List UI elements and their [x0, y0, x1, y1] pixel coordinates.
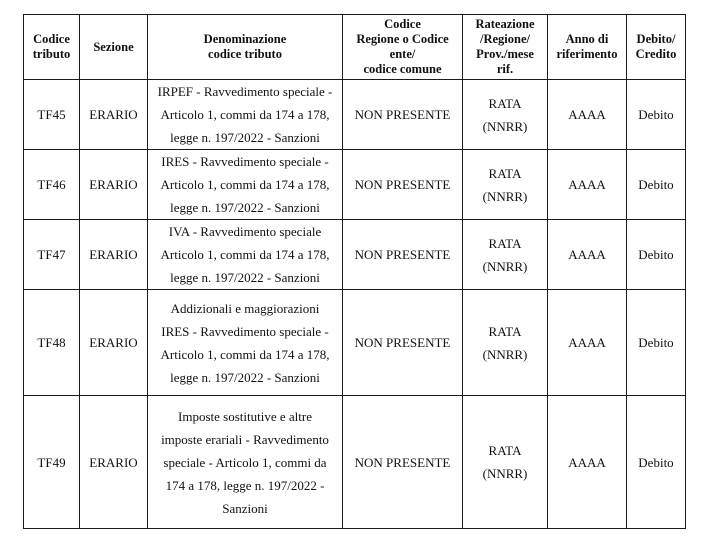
table-row	[24, 80, 686, 150]
cell-codice-regione: NON PRESENTE	[343, 80, 463, 150]
cell-debito-credito: Debito	[627, 290, 686, 396]
cell-codice: TF49	[24, 396, 80, 529]
cell-rateazione: RATA (NNRR)	[463, 80, 548, 150]
header-debito-credito: Debito/ Credito	[627, 15, 686, 80]
cell-codice: TF46	[24, 150, 80, 220]
cell-debito-credito: Debito	[627, 150, 686, 220]
tax-codes-table	[23, 14, 686, 529]
cell-rateazione: RATA (NNRR)	[463, 396, 548, 529]
cell-anno: AAAA	[548, 220, 627, 290]
cell-denominazione: IVA - Ravvedimento speciale Articolo 1, commi da 174 a 178, legge n. 197/2022 - Sanzioni	[148, 220, 343, 290]
cell-denominazione: Addizionali e maggiorazioni IRES - Ravvedimento speciale - Articolo 1, commi da 174 a 178, legge n. 197/2022 - Sanzioni	[148, 290, 343, 396]
cell-codice: TF45	[24, 80, 80, 150]
cell-denominazione: Imposte sostitutive e altre imposte erariali - Ravvedimento speciale - Articolo 1, commi da 174 a 178, legge n. 197/2022 - Sanzioni	[148, 396, 343, 529]
table-row	[24, 396, 686, 529]
header-codice-tributo: Codice tributo	[24, 15, 80, 80]
cell-debito-credito: Debito	[627, 396, 686, 529]
cell-sezione: ERARIO	[80, 396, 148, 529]
cell-anno: AAAA	[548, 396, 627, 529]
cell-codice-regione: NON PRESENTE	[343, 396, 463, 529]
header-codice-regione: Codice Regione o Codice ente/ codice comune	[343, 15, 463, 80]
cell-codice-regione: NON PRESENTE	[343, 290, 463, 396]
cell-sezione: ERARIO	[80, 220, 148, 290]
cell-codice: TF47	[24, 220, 80, 290]
cell-codice-regione: NON PRESENTE	[343, 220, 463, 290]
cell-denominazione: IRPEF - Ravvedimento speciale - Articolo 1, commi da 174 a 178, legge n. 197/2022 - Sanzioni	[148, 80, 343, 150]
table-row	[24, 150, 686, 220]
header-sezione: Sezione	[80, 15, 148, 80]
cell-sezione: ERARIO	[80, 290, 148, 396]
cell-codice-regione: NON PRESENTE	[343, 150, 463, 220]
cell-rateazione: RATA (NNRR)	[463, 220, 548, 290]
cell-debito-credito: Debito	[627, 80, 686, 150]
cell-anno: AAAA	[548, 290, 627, 396]
cell-rateazione: RATA (NNRR)	[463, 150, 548, 220]
table-row	[24, 290, 686, 396]
cell-sezione: ERARIO	[80, 80, 148, 150]
cell-anno: AAAA	[548, 150, 627, 220]
header-rateazione: Rateazione /Regione/ Prov./mese rif.	[463, 15, 548, 80]
cell-anno: AAAA	[548, 80, 627, 150]
cell-debito-credito: Debito	[627, 220, 686, 290]
header-denominazione: Denominazione codice tributo	[148, 15, 343, 80]
cell-codice: TF48	[24, 290, 80, 396]
cell-rateazione: RATA (NNRR)	[463, 290, 548, 396]
header-anno-riferimento: Anno di riferimento	[548, 15, 627, 80]
cell-sezione: ERARIO	[80, 150, 148, 220]
table-header-row	[24, 15, 686, 80]
cell-denominazione: IRES - Ravvedimento speciale - Articolo 1, commi da 174 a 178, legge n. 197/2022 - Sanzioni	[148, 150, 343, 220]
table-row	[24, 220, 686, 290]
